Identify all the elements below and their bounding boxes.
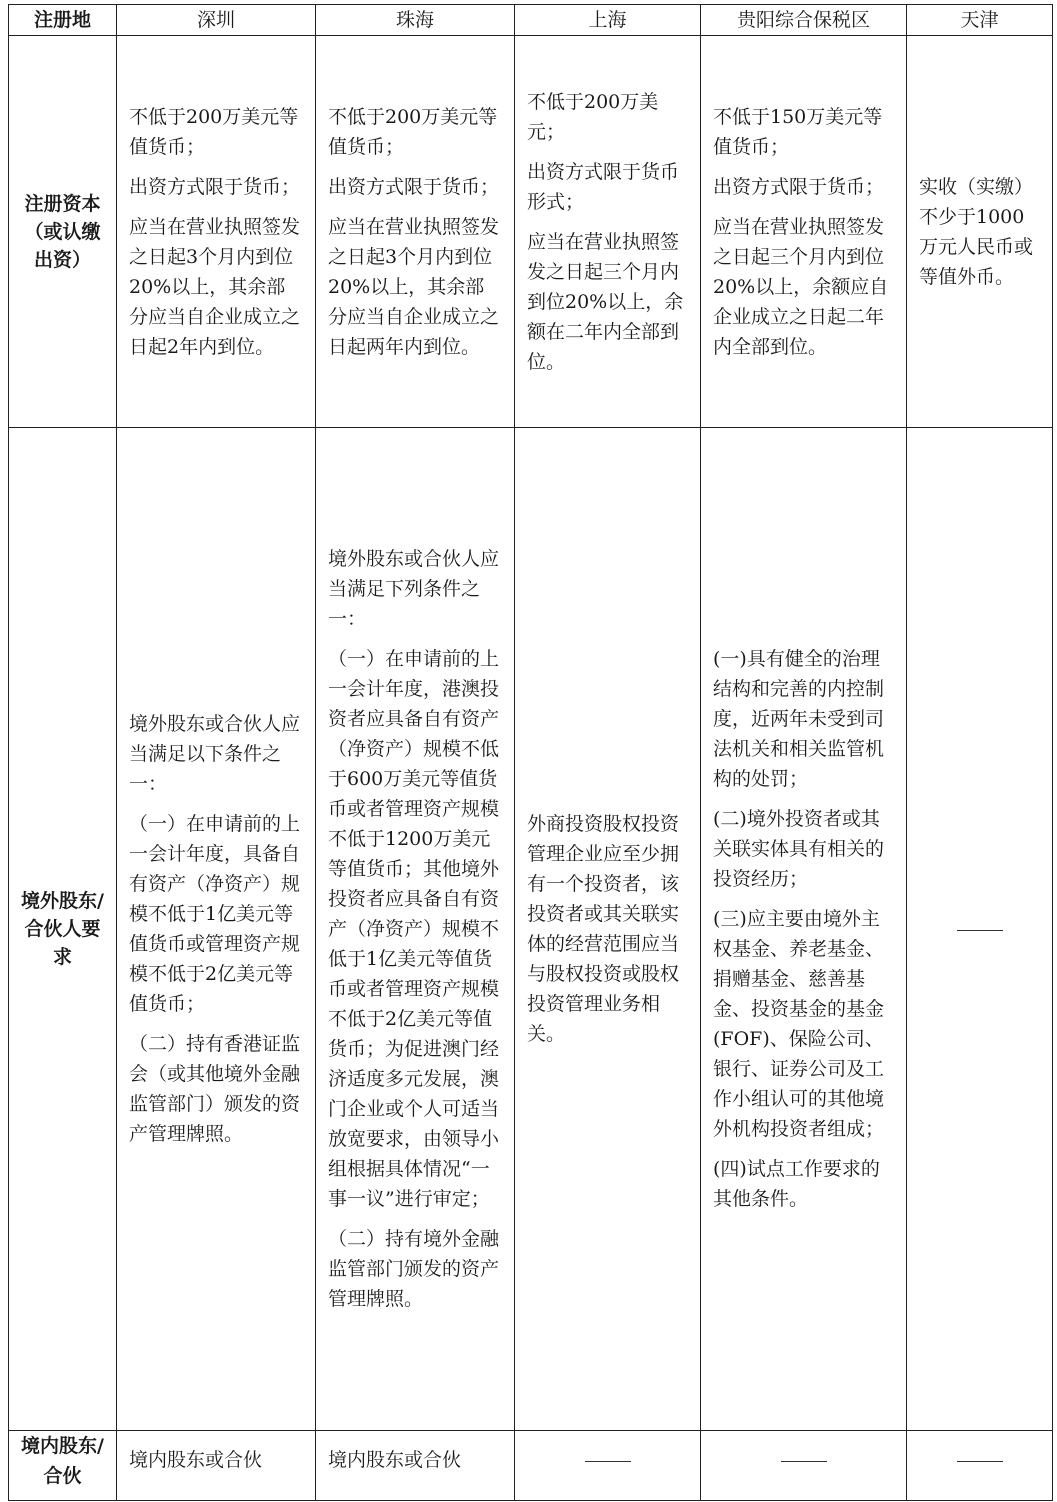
cell-paragraph: (一)具有健全的治理结构和完善的内控制度，近两年未受到司法机关和相关监管机构的处罚； — [713, 648, 885, 790]
empty-dash — [957, 930, 1003, 931]
cell-zhuhai — [316, 36, 515, 428]
cell-paragraph: （一）在申请前的上一会计年度，港澳投资者应具备自有资产（净资产）规模不低于600万美元等值货币或者管理资产规模不低于1200万美元等值货币；其他境外投资者应具备自有资产（净资产）规模不低于1亿美元等值货币或者管理资产规模不低于2亿美元等值货币；为促进澳门经济适度多元发展，澳门企业或个人可适当放宽要求，由领导小组根据具体情况“一事一议”进行审定； — [328, 648, 500, 1210]
col-header-shenzhen: 深圳 — [117, 5, 316, 36]
cell-shanghai — [515, 36, 701, 428]
row-foreign-shareholder — [9, 428, 1053, 1431]
cell-paragraph: 实收（实缴）不少于1000万元人民币或等值外币。 — [919, 175, 1034, 288]
cell-paragraph: 出资方式限于货币； — [713, 175, 885, 198]
cell-paragraph: 不低于200万美元等值货币； — [328, 105, 498, 158]
cell-shenzhen — [117, 1431, 316, 1501]
cell-paragraph: 不低于200万美元等值货币； — [129, 105, 299, 158]
cell-paragraph: 境内股东或合伙 — [129, 1449, 263, 1471]
row-domestic-shareholder — [9, 1431, 1053, 1501]
row-header: 境内股东/合伙 — [9, 1431, 117, 1501]
col-header-zhuhai: 珠海 — [316, 5, 515, 36]
cell-tianjin — [907, 1431, 1053, 1501]
cell-guiyang — [701, 36, 907, 428]
cell-paragraph: (四)试点工作要求的其他条件。 — [713, 1158, 880, 1210]
cell-paragraph: 应当在营业执照签发之日起3个月内到位20%以上，其余部分应当自企业成立之日起2年内到位。 — [129, 215, 301, 358]
cell-guiyang — [701, 428, 907, 1431]
cell-tianjin — [907, 428, 1053, 1431]
cell-paragraph: 出资方式限于货币形式； — [527, 160, 680, 213]
cell-paragraph: （二）持有境外金融监管部门颁发的资产管理牌照。 — [328, 1228, 500, 1310]
cell-paragraph: 应当在营业执照签发之日起三个月内到位20%以上，余额应自企业成立之日起二年内全部到位。 — [713, 215, 889, 358]
row-header: 境外股东/合伙人要求 — [9, 428, 117, 1431]
cell-zhuhai — [316, 1431, 515, 1501]
cell-paragraph: 出资方式限于货币； — [328, 175, 500, 198]
cell-paragraph: （一）在申请前的上一会计年度，具备自有资产（净资产）规模不低于1亿美元等值货币或管理资产规模不低于2亿美元等值货币； — [129, 813, 301, 1015]
document-page — [8, 4, 1052, 1501]
cell-paragraph: 出资方式限于货币； — [129, 175, 301, 198]
cell-paragraph: 外商投资股权投资管理企业应至少拥有一个投资者，该投资者或其关联实体的经营范围应当与股权投资或股权投资管理业务相关。 — [527, 813, 680, 1045]
empty-dash — [957, 1461, 1003, 1462]
cell-paragraph: (二)境外投资者或其关联实体具有相关的投资经历； — [713, 808, 885, 890]
header-row — [9, 5, 1053, 36]
cell-tianjin — [907, 36, 1053, 428]
cell-paragraph: 不低于150万美元等值货币； — [713, 105, 883, 158]
col-header-location: 注册地 — [9, 5, 117, 36]
col-header-guiyang: 贵阳综合保税区 — [701, 5, 907, 36]
cell-shanghai — [515, 428, 701, 1431]
row-registered-capital — [9, 36, 1053, 428]
cell-shenzhen — [117, 36, 316, 428]
cell-paragraph: 不低于200万美元； — [527, 90, 659, 143]
comparison-table — [8, 4, 1053, 1501]
cell-paragraph: （二）持有香港证监会（或其他境外金融监管部门）颁发的资产管理牌照。 — [129, 1033, 301, 1145]
cell-guiyang — [701, 1431, 907, 1501]
cell-zhuhai — [316, 428, 515, 1431]
cell-paragraph: 境内股东或合伙 — [328, 1449, 462, 1471]
cell-shenzhen — [117, 428, 316, 1431]
cell-shanghai — [515, 1431, 701, 1501]
row-header: 注册资本（或认缴出资） — [9, 36, 117, 428]
empty-dash — [781, 1461, 827, 1462]
cell-paragraph: (三)应主要由境外主权基金、养老基金、捐赠基金、慈善基金、投资基金的基金(FOF)、保险公司、银行、证券公司及工作小组认可的其他境外机构投资者组成； — [713, 908, 885, 1140]
col-header-tianjin: 天津 — [907, 5, 1053, 36]
col-header-shanghai: 上海 — [515, 5, 701, 36]
cell-paragraph: 应当在营业执照签发之日起三个月内到位20%以上，余额在二年内全部到位。 — [527, 230, 684, 373]
cell-paragraph: 境外股东或合伙人应当满足以下条件之一： — [129, 713, 301, 795]
empty-dash — [585, 1461, 631, 1462]
cell-paragraph: 应当在营业执照签发之日起3个月内到位20%以上，其余部分应当自企业成立之日起两年内到位。 — [328, 215, 500, 358]
cell-paragraph: 境外股东或合伙人应当满足下列条件之一： — [328, 548, 500, 630]
